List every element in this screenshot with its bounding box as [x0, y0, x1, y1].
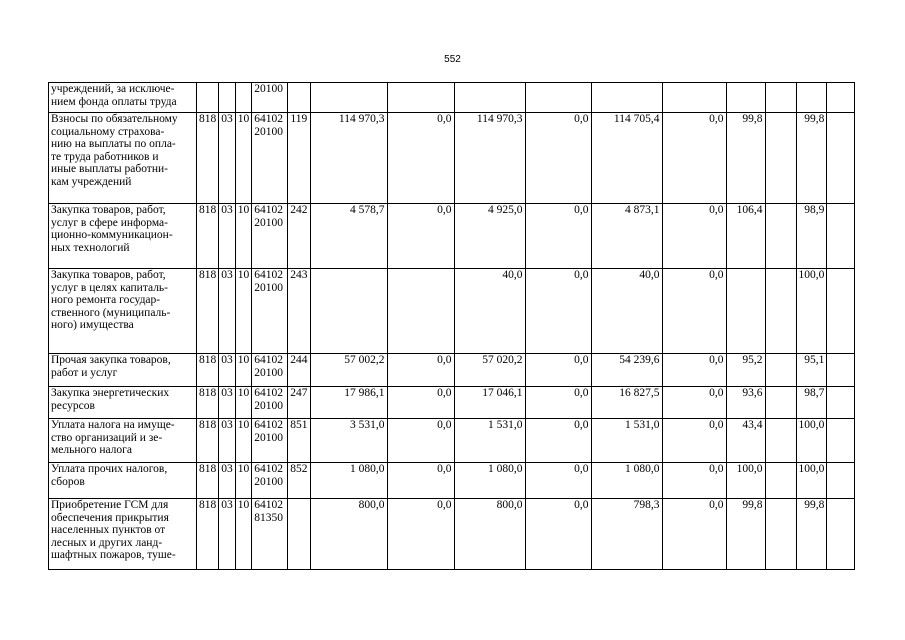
cell-percent-empty	[765, 113, 796, 204]
cell-glava: 818	[197, 499, 219, 570]
cell-podrazdel: 10	[235, 499, 252, 570]
cell-percent-empty	[765, 83, 796, 113]
cell-target-article: 64102 20100	[252, 204, 288, 269]
cell-approved	[310, 269, 387, 354]
cell-percent-plan: 98,9	[796, 204, 827, 269]
cell-razdel: 03	[219, 419, 236, 463]
cell-glava: 818	[197, 204, 219, 269]
cell-blank	[827, 463, 855, 499]
cell-executed-delta	[662, 83, 726, 113]
cell-approved: 17 986,1	[310, 387, 387, 419]
cell-glava: 818	[197, 463, 219, 499]
cell-blank	[827, 387, 855, 419]
cell-percent-plan: 99,8	[796, 499, 827, 570]
cell-executed: 798,3	[591, 499, 662, 570]
cell-refined-delta: 0,0	[525, 354, 591, 387]
cell-executed-delta: 0,0	[662, 354, 726, 387]
cell-podrazdel: 10	[235, 113, 252, 204]
cell-executed-delta: 0,0	[662, 204, 726, 269]
cell-approved: 800,0	[310, 499, 387, 570]
cell-blank	[827, 354, 855, 387]
table-row	[49, 354, 855, 387]
cell-percent-plan: 95,1	[796, 354, 827, 387]
cell-percent-approved: 99,8	[726, 113, 765, 204]
cell-percent-empty	[765, 499, 796, 570]
row-name: учреждений, за исключе- нием фонда оплаты труда	[49, 83, 197, 113]
cell-razdel: 03	[219, 387, 236, 419]
cell-blank	[827, 419, 855, 463]
cell-razdel: 03	[219, 269, 236, 354]
row-name: Приобретение ГСМ для обеспечения прикрытия населенных пунктов от лесных и других ланд- шафтных пожаров, туше-	[49, 499, 197, 570]
cell-executed: 1 531,0	[591, 419, 662, 463]
table-row	[49, 83, 855, 113]
cell-percent-plan: 99,8	[796, 113, 827, 204]
cell-refined-plan: 40,0	[454, 269, 525, 354]
cell-target-article: 64102 20100	[252, 113, 288, 204]
cell-target-article: 64102 20100	[252, 463, 288, 499]
cell-percent-empty	[765, 463, 796, 499]
cell-approved: 4 578,7	[310, 204, 387, 269]
cell-refined-plan: 4 925,0	[454, 204, 525, 269]
cell-podrazdel: 10	[235, 269, 252, 354]
cell-refined-plan: 114 970,3	[454, 113, 525, 204]
cell-executed	[591, 83, 662, 113]
cell-percent-approved	[726, 269, 765, 354]
row-name: Закупка энергетических ресурсов	[49, 387, 197, 419]
cell-glava	[197, 83, 219, 113]
cell-executed: 114 705,4	[591, 113, 662, 204]
cell-glava: 818	[197, 354, 219, 387]
cell-refined-plan: 1 531,0	[454, 419, 525, 463]
cell-refined-delta: 0,0	[525, 113, 591, 204]
cell-executed-delta: 0,0	[662, 269, 726, 354]
cell-approved-delta: 0,0	[387, 354, 454, 387]
cell-blank	[827, 204, 855, 269]
cell-podrazdel	[235, 83, 252, 113]
cell-executed: 1 080,0	[591, 463, 662, 499]
cell-percent-approved: 100,0	[726, 463, 765, 499]
cell-executed: 16 827,5	[591, 387, 662, 419]
cell-blank	[827, 83, 855, 113]
cell-approved-delta: 0,0	[387, 204, 454, 269]
cell-approved	[310, 83, 387, 113]
cell-refined-delta	[525, 83, 591, 113]
cell-percent-approved: 43,4	[726, 419, 765, 463]
cell-podrazdel: 10	[235, 354, 252, 387]
cell-refined-delta: 0,0	[525, 269, 591, 354]
cell-approved-delta	[387, 83, 454, 113]
row-name: Взносы по обязательному социальному страхова- нию на выплаты по опла- те труда работников и иные выплаты работни- кам учреждений	[49, 113, 197, 204]
cell-expense-type: 244	[288, 354, 310, 387]
cell-executed: 4 873,1	[591, 204, 662, 269]
cell-refined-plan	[454, 83, 525, 113]
cell-executed-delta: 0,0	[662, 387, 726, 419]
cell-expense-type: 247	[288, 387, 310, 419]
cell-percent-empty	[765, 204, 796, 269]
cell-refined-delta: 0,0	[525, 499, 591, 570]
cell-percent-empty	[765, 419, 796, 463]
cell-expense-type	[288, 499, 310, 570]
page-number: 552	[444, 54, 461, 65]
cell-percent-plan: 100,0	[796, 269, 827, 354]
cell-expense-type: 119	[288, 113, 310, 204]
table-row	[49, 419, 855, 463]
cell-approved-delta: 0,0	[387, 419, 454, 463]
cell-refined-delta: 0,0	[525, 463, 591, 499]
row-name: Закупка товаров, работ, услуг в целях капиталь- ного ремонта государ- ственного (муниципаль- ного) имущества	[49, 269, 197, 354]
cell-percent-approved: 99,8	[726, 499, 765, 570]
table-row	[49, 269, 855, 354]
cell-blank	[827, 113, 855, 204]
cell-target-article: 64102 20100	[252, 387, 288, 419]
cell-podrazdel: 10	[235, 204, 252, 269]
cell-approved-delta: 0,0	[387, 499, 454, 570]
cell-glava: 818	[197, 113, 219, 204]
cell-refined-delta: 0,0	[525, 419, 591, 463]
cell-percent-approved	[726, 83, 765, 113]
cell-expense-type: 242	[288, 204, 310, 269]
cell-percent-plan: 100,0	[796, 463, 827, 499]
cell-refined-plan: 17 046,1	[454, 387, 525, 419]
cell-refined-plan: 1 080,0	[454, 463, 525, 499]
cell-razdel: 03	[219, 354, 236, 387]
cell-expense-type: 851	[288, 419, 310, 463]
cell-executed: 40,0	[591, 269, 662, 354]
cell-refined-delta: 0,0	[525, 387, 591, 419]
cell-podrazdel: 10	[235, 419, 252, 463]
cell-executed-delta: 0,0	[662, 499, 726, 570]
cell-approved-delta: 0,0	[387, 113, 454, 204]
cell-target-article: 64102 20100	[252, 419, 288, 463]
cell-percent-approved: 95,2	[726, 354, 765, 387]
cell-target-article: 64102 20100	[252, 269, 288, 354]
cell-razdel: 03	[219, 463, 236, 499]
cell-target-article: 64102 20100	[252, 354, 288, 387]
cell-target-article: 64102 81350	[252, 499, 288, 570]
cell-expense-type	[288, 83, 310, 113]
cell-approved-delta: 0,0	[387, 387, 454, 419]
cell-executed-delta: 0,0	[662, 463, 726, 499]
cell-razdel: 03	[219, 113, 236, 204]
cell-razdel	[219, 83, 236, 113]
cell-glava: 818	[197, 419, 219, 463]
cell-approved: 1 080,0	[310, 463, 387, 499]
cell-executed-delta: 0,0	[662, 113, 726, 204]
cell-expense-type: 852	[288, 463, 310, 499]
cell-blank	[827, 499, 855, 570]
cell-blank	[827, 269, 855, 354]
table-row	[49, 463, 855, 499]
row-name: Прочая закупка товаров, работ и услуг	[49, 354, 197, 387]
cell-percent-plan: 100,0	[796, 419, 827, 463]
table-row	[49, 113, 855, 204]
cell-approved: 57 002,2	[310, 354, 387, 387]
cell-podrazdel: 10	[235, 463, 252, 499]
row-name: Закупка товаров, работ, услуг в сфере информа- ционно-коммуникацион- ных технологий	[49, 204, 197, 269]
row-name: Уплата налога на имуще- ство организаций и зе- мельного налога	[49, 419, 197, 463]
cell-percent-plan: 98,7	[796, 387, 827, 419]
table-row	[49, 204, 855, 269]
cell-approved: 114 970,3	[310, 113, 387, 204]
cell-percent-plan	[796, 83, 827, 113]
cell-refined-delta: 0,0	[525, 204, 591, 269]
row-name: Уплата прочих налогов, сборов	[49, 463, 197, 499]
cell-refined-plan: 57 020,2	[454, 354, 525, 387]
cell-approved-delta: 0,0	[387, 463, 454, 499]
cell-percent-empty	[765, 269, 796, 354]
cell-executed-delta: 0,0	[662, 419, 726, 463]
cell-glava: 818	[197, 387, 219, 419]
cell-percent-empty	[765, 354, 796, 387]
cell-glava: 818	[197, 269, 219, 354]
cell-approved-delta	[387, 269, 454, 354]
cell-approved: 3 531,0	[310, 419, 387, 463]
cell-razdel: 03	[219, 499, 236, 570]
cell-podrazdel: 10	[235, 387, 252, 419]
cell-target-article: 20100	[252, 83, 288, 113]
cell-executed: 54 239,6	[591, 354, 662, 387]
budget-table	[48, 82, 855, 570]
table-row	[49, 499, 855, 570]
cell-refined-plan: 800,0	[454, 499, 525, 570]
cell-expense-type: 243	[288, 269, 310, 354]
cell-percent-approved: 93,6	[726, 387, 765, 419]
cell-razdel: 03	[219, 204, 236, 269]
table-row	[49, 387, 855, 419]
cell-percent-approved: 106,4	[726, 204, 765, 269]
cell-percent-empty	[765, 387, 796, 419]
